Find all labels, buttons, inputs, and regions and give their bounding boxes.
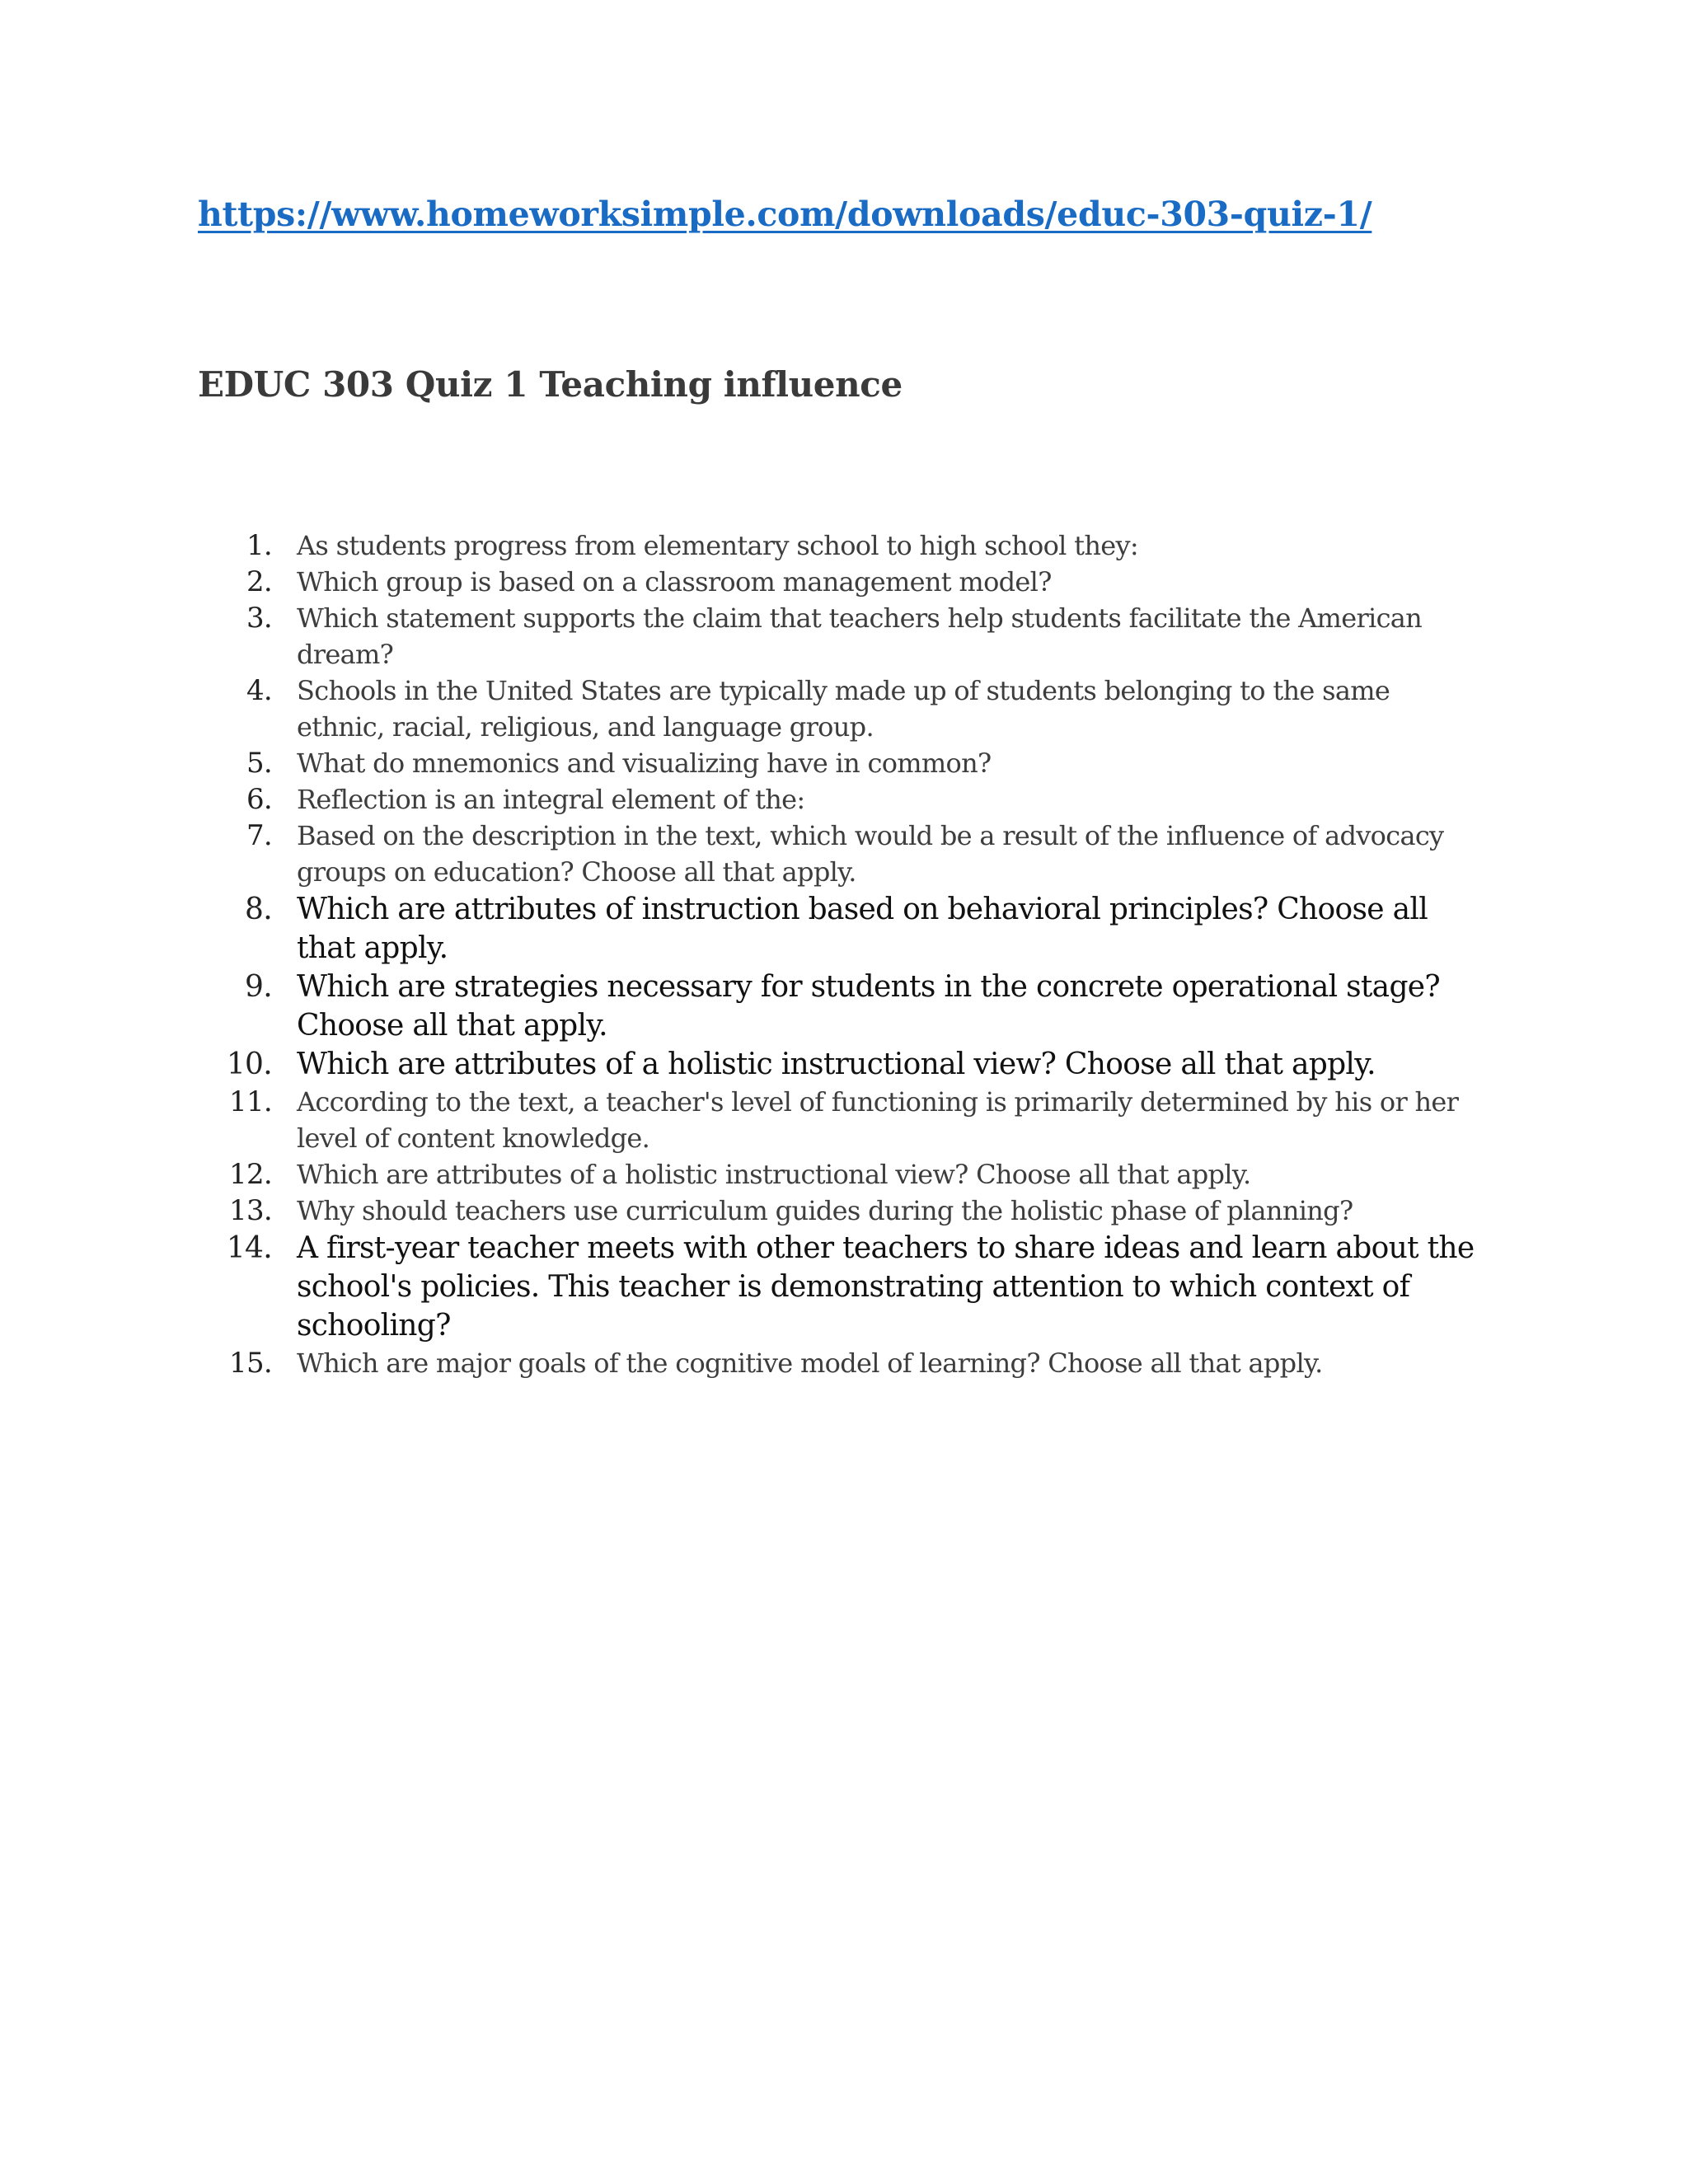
question-text: A first-year teacher meets with other teachers to share ideas and learn about the school's policies. This teacher is demonstrating attention to which context of schooling? [297, 1231, 1475, 1343]
question-item [198, 673, 1484, 745]
question-number: 1. [246, 529, 272, 562]
question-number: 6. [246, 783, 272, 816]
question-text: Which group is based on a classroom management model? [297, 566, 1052, 598]
question-text: Based on the description in the text, which would be a result of the influence of advocacy groups on education? Choose all that apply. [297, 820, 1444, 888]
question-text: According to the text, a teacher's level of functioning is primarily determined by his or her level of content knowledge. [297, 1086, 1459, 1154]
question-text: Schools in the United States are typically made up of students belonging to the same ethnic, racial, religious, and language group. [297, 675, 1390, 743]
question-item [198, 745, 1484, 781]
question-number: 3. [246, 602, 272, 635]
question-number: 2. [246, 565, 272, 598]
question-text: As students progress from elementary school to high school they: [297, 530, 1138, 561]
question-item [198, 1345, 1484, 1381]
question-text: Which are strategies necessary for students in the concrete operational stage? Choose all that apply. [297, 970, 1440, 1043]
question-text: Reflection is an integral element of the: [297, 784, 805, 815]
question-item [198, 890, 1484, 968]
question-list [198, 527, 1484, 1381]
question-text: Which are attributes of a holistic instructional view? Choose all that apply. [297, 1047, 1376, 1081]
question-text: Which are major goals of the cognitive model of learning? Choose all that apply. [297, 1347, 1323, 1379]
question-text: Why should teachers use curriculum guides during the holistic phase of planning? [297, 1195, 1353, 1226]
question-item [198, 600, 1484, 673]
question-item [198, 1156, 1484, 1193]
question-number: 5. [246, 747, 272, 780]
question-number: 10. [226, 1047, 272, 1081]
question-item [198, 781, 1484, 818]
question-item [198, 527, 1484, 564]
question-item [198, 1193, 1484, 1229]
question-number: 12. [229, 1158, 272, 1191]
question-number: 11. [229, 1085, 272, 1118]
document-title: EDUC 303 Quiz 1 Teaching influence [198, 364, 903, 405]
question-item [198, 1045, 1484, 1084]
question-text: Which are attributes of instruction based on behavioral principles? Choose all that apply. [297, 893, 1428, 965]
question-number: 7. [246, 819, 272, 852]
question-number: 14. [226, 1231, 272, 1265]
source-link[interactable]: https://www.homeworksimple.com/downloads/educ-303-quiz-1/ [198, 194, 1372, 234]
question-text: Which statement supports the claim that teachers help students facilitate the American dream? [297, 602, 1423, 670]
question-number: 8. [245, 893, 272, 926]
question-item [198, 564, 1484, 600]
question-number: 13. [229, 1194, 272, 1227]
question-item [198, 968, 1484, 1045]
question-item [198, 1084, 1484, 1156]
question-number: 4. [246, 674, 272, 707]
question-item [198, 1229, 1484, 1345]
question-number: 9. [245, 970, 272, 1004]
question-item [198, 818, 1484, 890]
question-number: 15. [229, 1347, 272, 1380]
question-text: What do mnemonics and visualizing have in common? [297, 748, 992, 779]
question-text: Which are attributes of a holistic instructional view? Choose all that apply. [297, 1159, 1251, 1190]
